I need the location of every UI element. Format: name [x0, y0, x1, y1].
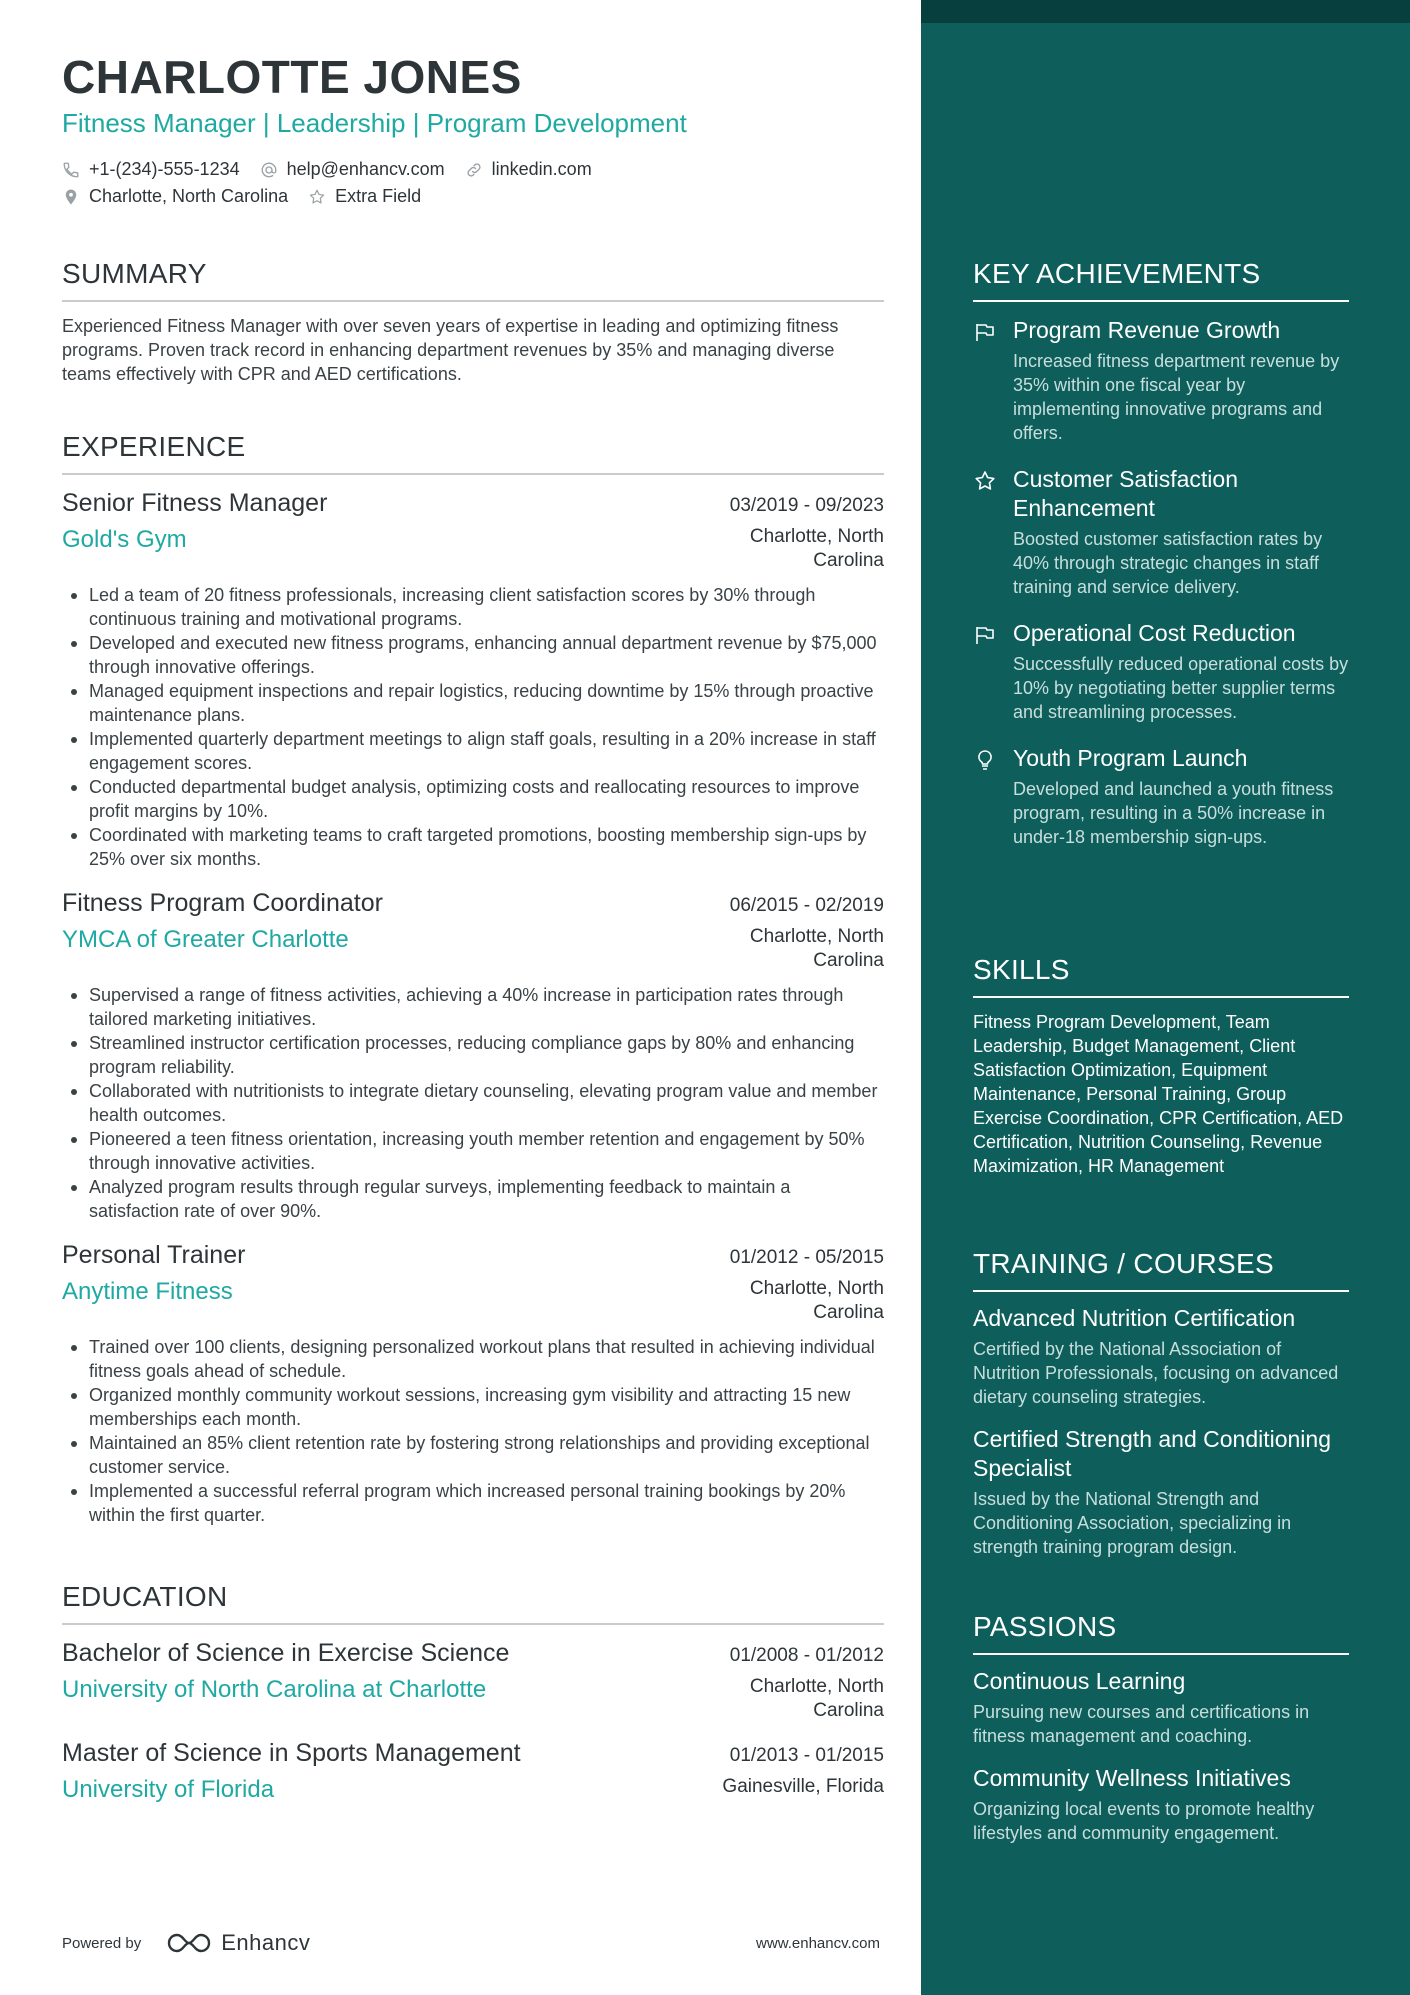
achievement-title: Operational Cost Reduction — [1013, 620, 1296, 646]
bullet-item: Developed and executed new fitness programs, enhancing annual department revenue by $75,000 through innovative offerings. — [62, 631, 884, 679]
course-desc: Certified by the National Association of Nutrition Professionals, focusing on advanced dietary counseling strategies. — [973, 1339, 1339, 1407]
flag-icon — [973, 320, 997, 344]
location — [62, 186, 288, 207]
summary-text: Experienced Fitness Manager with over seven years of expertise in leading and optimizing fitness programs. Proven track record in enhancing department revenues by 35% and managing diverse teams effectively with CPR and AED certifications. — [62, 316, 839, 384]
achievement-item — [973, 744, 1349, 849]
job-entry — [62, 487, 884, 871]
candidate-name: CHARLOTTE JONES — [62, 51, 522, 103]
achievement-item — [973, 619, 1349, 724]
job-company: YMCA of Greater Charlotte — [62, 926, 349, 953]
job-location: Charlotte, North Carolina — [749, 926, 884, 971]
degree: Bachelor of Science in Exercise Science — [62, 1639, 510, 1667]
job-dates: 06/2015 - 02/2019 — [729, 895, 884, 916]
phone-text: +1-(234)-555-1234 — [89, 159, 240, 179]
passion-title: Community Wellness Initiatives — [973, 1765, 1291, 1791]
education-location: Charlotte, North Carolina — [749, 1676, 884, 1721]
school: University of Florida — [62, 1776, 275, 1803]
bullet-item: Analyzed program results through regular surveys, implementing feedback to maintain a satisfaction rate of over 90%. — [62, 1175, 884, 1223]
contact-info — [62, 156, 884, 210]
bullet-item: Coordinated with marketing teams to craft targeted promotions, boosting membership sign-ups by 25% over six months. — [62, 823, 884, 871]
job-location: Charlotte, North Carolina — [749, 1278, 884, 1323]
job-company: Gold's Gym — [62, 526, 187, 553]
passion-item — [973, 1667, 1349, 1748]
school: University of North Carolina at Charlotte — [62, 1676, 487, 1703]
job-bullets — [62, 1335, 884, 1527]
linkedin[interactable] — [465, 159, 592, 180]
bullet-item: Maintained an 85% client retention rate by fostering strong relationships and providing exceptional customer service. — [62, 1431, 884, 1479]
flag-icon — [973, 623, 997, 647]
brand-logo[interactable] — [165, 1930, 310, 1956]
linkedin-text: linkedin.com — [491, 159, 592, 179]
phone-icon — [62, 161, 80, 179]
enhancv-logo-icon — [165, 1930, 213, 1956]
education-location: Gainesville, Florida — [722, 1776, 884, 1797]
course-item — [973, 1304, 1349, 1409]
course-title: Certified Strength and Conditioning Specialist — [973, 1426, 1332, 1481]
bullet-item: Led a team of 20 fitness professionals, increasing client satisfaction scores by 30% through continuous training and motivational programs. — [62, 583, 884, 631]
bullet-item: Implemented a successful referral program which increased personal training bookings by 20% within the first quarter. — [62, 1479, 884, 1527]
star-icon — [973, 469, 997, 493]
job-title: Fitness Program Coordinator — [62, 889, 383, 917]
extra-field — [308, 186, 421, 207]
skills-section — [973, 953, 1349, 1178]
achievement-desc: Developed and launched a youth fitness program, resulting in a 50% increase in under-18 membership sign-ups. — [1013, 779, 1334, 847]
job-dates: 03/2019 - 09/2023 — [729, 495, 884, 516]
achievement-title: Program Revenue Growth — [1013, 317, 1281, 343]
job-location: Charlotte, North Carolina — [749, 526, 884, 571]
skills-text: Fitness Program Development, Team Leadership, Budget Management, Client Satisfaction Optimization, Equipment Maintenance, Personal Training, Group Exercise Coordination, CPR Certification, AED Certification, Nutrition Counseling, Revenue Maximization, HR Management — [973, 1012, 1344, 1176]
achievement-desc: Increased fitness department revenue by 35% within one fiscal year by implementing innovative programs and offers. — [1013, 351, 1340, 443]
bullet-item: Organized monthly community workout sessions, increasing gym visibility and attracting 15 new memberships each month. — [62, 1383, 884, 1431]
sidebar-top-band — [921, 0, 1410, 23]
at-icon — [260, 161, 278, 179]
achievement-item — [973, 316, 1349, 445]
job-entry — [62, 887, 884, 1223]
email[interactable] — [260, 159, 445, 180]
location-pin-icon — [62, 188, 80, 206]
job-dates: 01/2012 - 05/2015 — [729, 1247, 884, 1268]
summary-heading: SUMMARY — [62, 257, 884, 302]
job-bullets — [62, 983, 884, 1223]
lightbulb-icon — [973, 748, 997, 772]
powered-by — [62, 1930, 310, 1956]
training-section — [973, 1247, 1349, 1559]
job-title: Personal Trainer — [62, 1241, 246, 1269]
bullet-item: Trained over 100 clients, designing personalized workout plans that resulted in achieving individual fitness goals ahead of schedule. — [62, 1335, 884, 1383]
job-title: Senior Fitness Manager — [62, 489, 328, 517]
achievement-desc: Successfully reduced operational costs by 10% by negotiating better supplier terms and streamlining processes. — [1013, 654, 1349, 722]
location-text: Charlotte, North Carolina — [89, 186, 289, 206]
experience-section — [62, 430, 884, 1527]
passions-section — [973, 1610, 1349, 1845]
bullet-item: Streamlined instructor certification processes, reducing compliance gaps by 80% and enhancing program reliability. — [62, 1031, 884, 1079]
degree: Master of Science in Sports Management — [62, 1739, 521, 1767]
passion-desc: Pursuing new courses and certifications in fitness management and coaching. — [973, 1702, 1310, 1746]
star-icon — [308, 188, 326, 206]
achievements-section — [973, 257, 1349, 849]
summary-section — [62, 257, 884, 386]
bullet-item: Managed equipment inspections and repair logistics, reducing downtime by 15% through proactive maintenance plans. — [62, 679, 884, 727]
bullet-item: Pioneered a teen fitness orientation, increasing youth member retention and engagement by 50% through innovative activities. — [62, 1127, 884, 1175]
course-title: Advanced Nutrition Certification — [973, 1305, 1296, 1331]
candidate-tagline: Fitness Manager | Leadership | Program Development — [62, 108, 687, 138]
education-section — [62, 1580, 884, 1805]
passion-item — [973, 1764, 1349, 1845]
training-heading: TRAINING / COURSES — [973, 1247, 1349, 1292]
achievement-desc: Boosted customer satisfaction rates by 40% through strategic changes in staff training and service delivery. — [1013, 529, 1323, 597]
achievement-title: Youth Program Launch — [1013, 745, 1248, 771]
phone[interactable] — [62, 159, 240, 180]
achievement-title: Customer Satisfaction Enhancement — [1013, 466, 1238, 521]
job-company: Anytime Fitness — [62, 1278, 233, 1305]
skills-heading: SKILLS — [973, 953, 1349, 998]
education-entry — [62, 1637, 884, 1723]
education-entry — [62, 1737, 884, 1805]
passions-heading: PASSIONS — [973, 1610, 1349, 1655]
achievement-item — [973, 465, 1349, 599]
experience-heading: EXPERIENCE — [62, 430, 884, 475]
extra-field-text: Extra Field — [335, 186, 422, 206]
job-bullets — [62, 583, 884, 871]
powered-by-label: Powered by — [62, 1934, 142, 1952]
course-desc: Issued by the National Strength and Conditioning Association, specializing in strength training program design. — [973, 1489, 1292, 1557]
job-entry — [62, 1239, 884, 1527]
bullet-item: Conducted departmental budget analysis, optimizing costs and reallocating resources to improve profit margins by 10%. — [62, 775, 884, 823]
footer — [62, 1928, 884, 1958]
bullet-item: Supervised a range of fitness activities, achieving a 40% increase in participation rates through tailored marketing initiatives. — [62, 983, 884, 1031]
site-link[interactable]: www.enhancv.com — [756, 1934, 880, 1952]
achievements-heading: KEY ACHIEVEMENTS — [973, 257, 1349, 302]
education-heading: EDUCATION — [62, 1580, 884, 1625]
brand-name: Enhancv — [221, 1930, 311, 1955]
bullet-item: Collaborated with nutritionists to integrate dietary counseling, elevating program value and member health outcomes. — [62, 1079, 884, 1127]
passion-desc: Organizing local events to promote healthy lifestyles and community engagement. — [973, 1799, 1315, 1843]
email-text: help@enhancv.com — [286, 159, 445, 179]
passion-title: Continuous Learning — [973, 1668, 1186, 1694]
education-dates: 01/2008 - 01/2012 — [729, 1645, 884, 1666]
link-icon — [465, 161, 483, 179]
education-dates: 01/2013 - 01/2015 — [729, 1745, 884, 1766]
bullet-item: Implemented quarterly department meetings to align staff goals, resulting in a 20% increase in staff engagement scores. — [62, 727, 884, 775]
header — [62, 50, 884, 210]
course-item — [973, 1425, 1349, 1559]
